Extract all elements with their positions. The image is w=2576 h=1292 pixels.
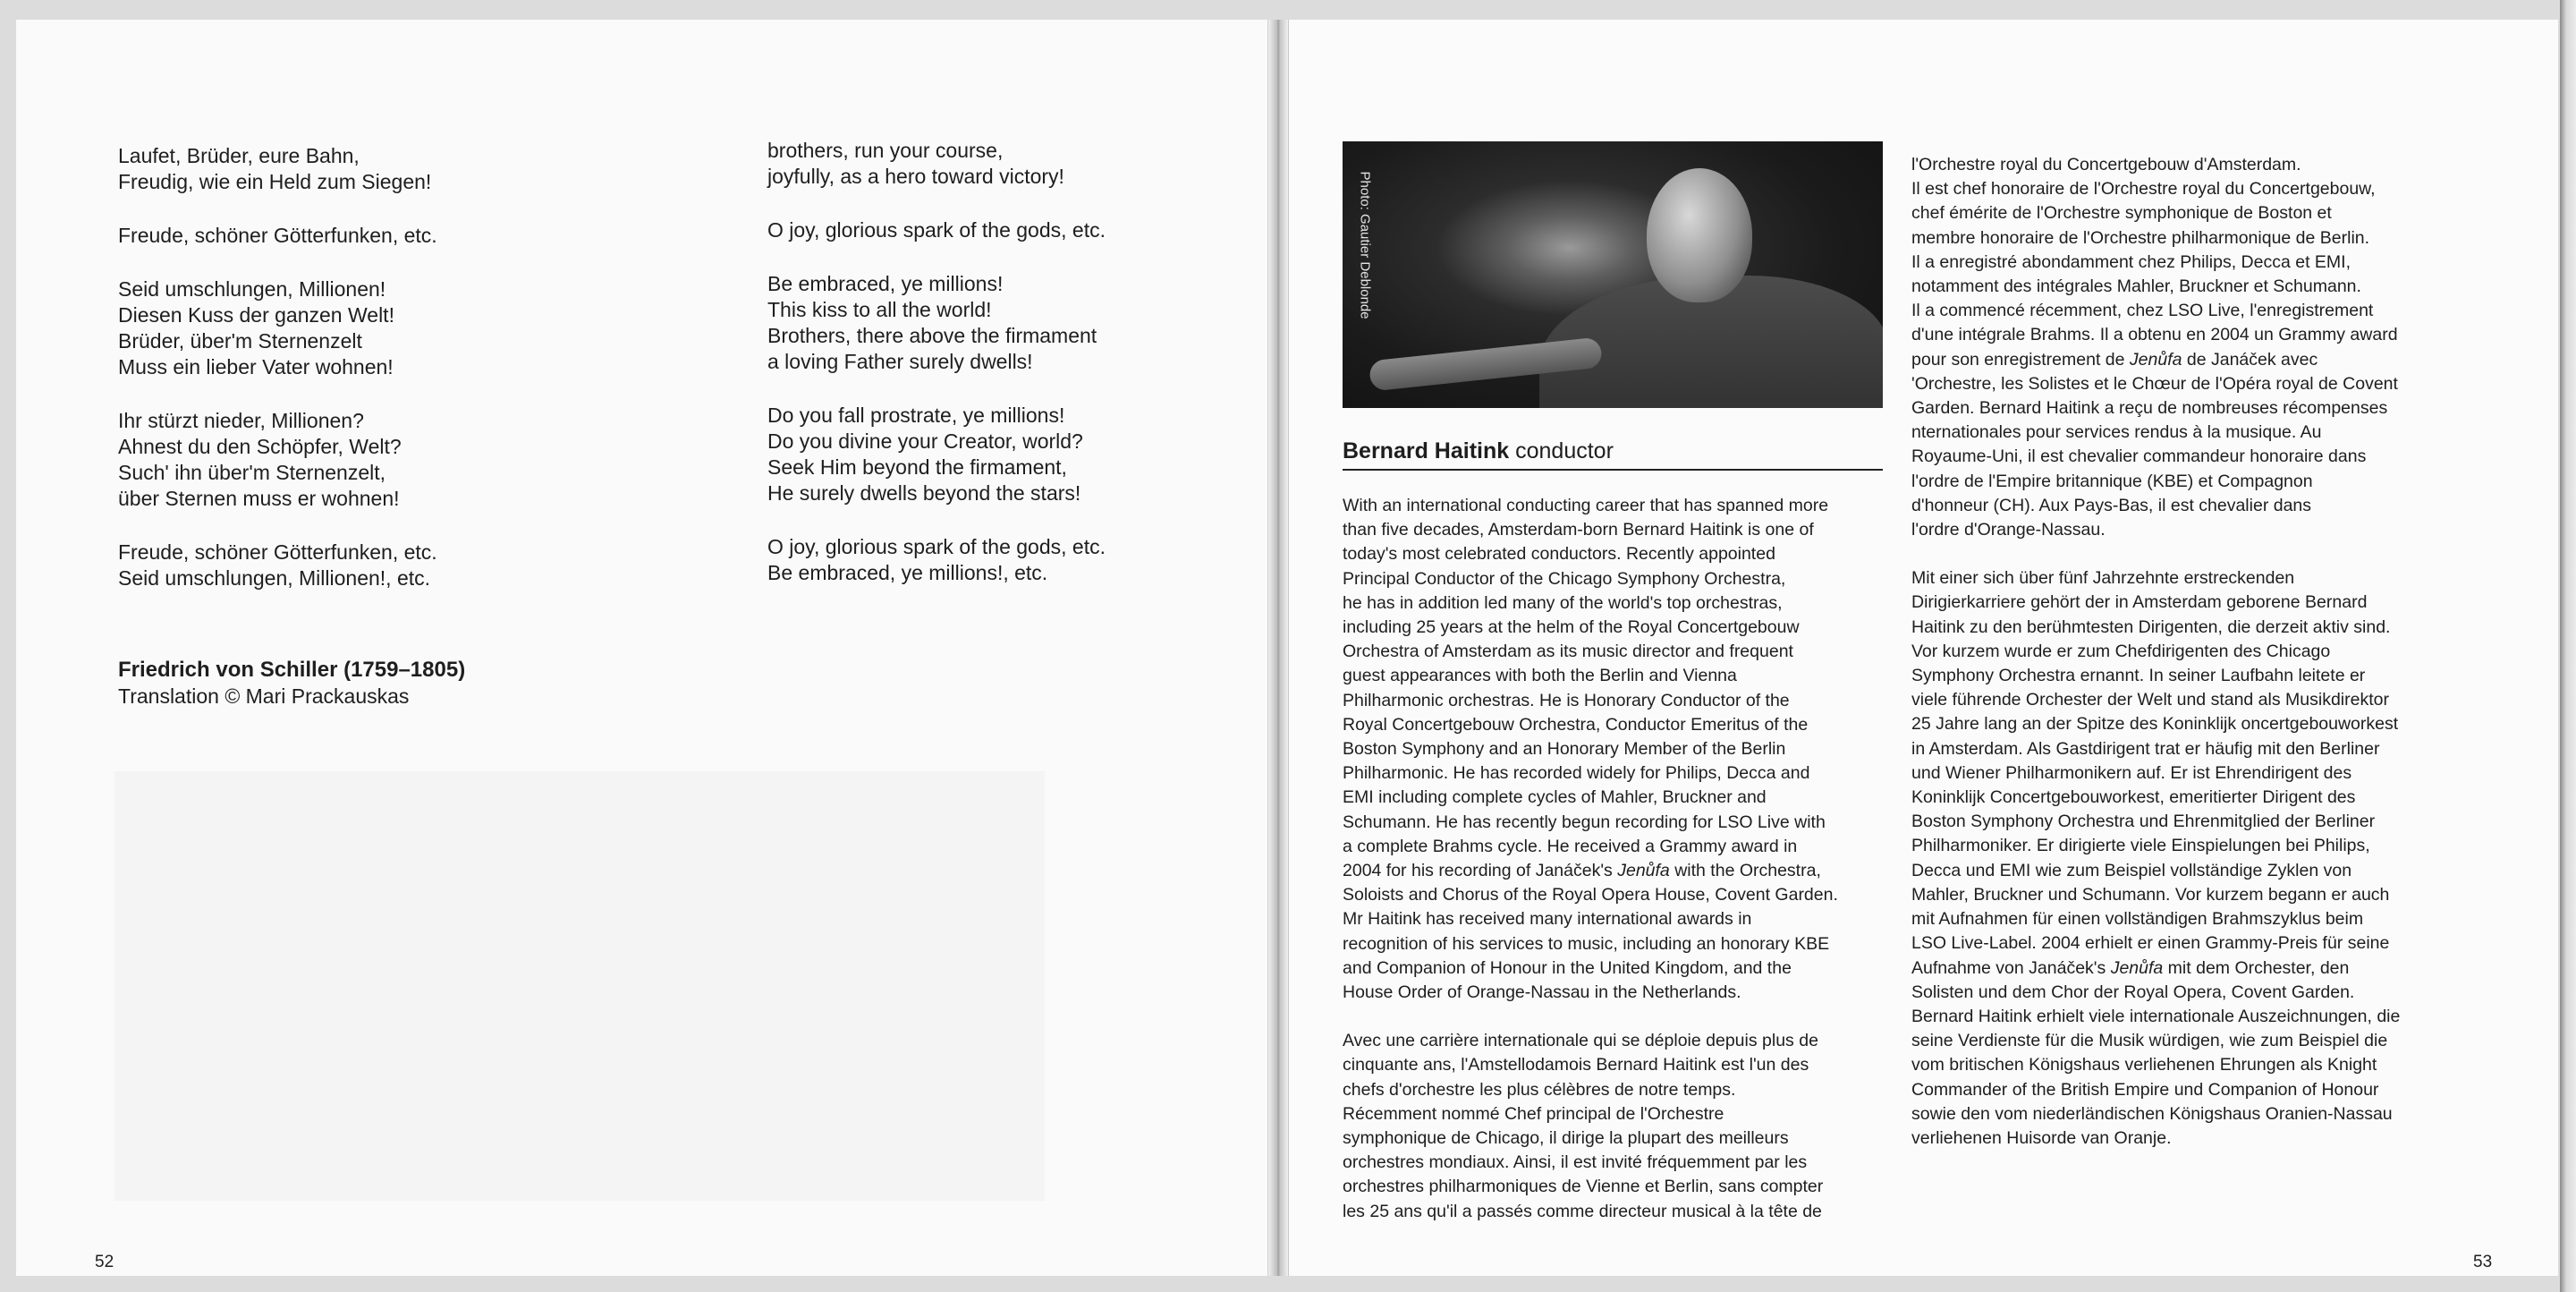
bio-line: mit Aufnahmen für einen vollständigen Brahmszyklus beim: [1911, 909, 2364, 930]
bio-line: chef émérite de l'Orchestre symphonique de Boston et: [1911, 203, 2332, 224]
page-number-left: 52: [95, 1253, 114, 1271]
conductor-role: conductor: [1515, 438, 1614, 463]
book-gutter: [1268, 20, 1288, 1276]
bio-line: 2004 for his recording of Janáček's Jenůfa with the Orchestra,: [1343, 861, 1821, 881]
stanza: [118, 408, 437, 512]
stanza: [767, 403, 1106, 506]
bio-line: House Order of Orange-Nassau in the Netherlands.: [1343, 982, 1741, 1003]
bio-line: vom britischen Königshaus verliehenen Ehrungen als Knight: [1911, 1055, 2377, 1075]
stanza: [767, 534, 1106, 586]
bio-line: 25 Jahre lang an der Spitze des Koninklijk oncertgebouworkest: [1911, 714, 2399, 735]
bio-line: cinquante ans, l'Amstellodamois Bernard Haitink est l'un des: [1343, 1055, 1809, 1075]
bio-line: Soloists and Chorus of the Royal Opera House, Covent Garden.: [1343, 885, 1838, 905]
lyric-line: joyfully, as a hero toward victory!: [767, 165, 1064, 188]
bio-line: chefs d'orchestre les plus célèbres de notre temps.: [1343, 1079, 1736, 1100]
bio-line: Schumann. He has recently begun recording for LSO Live with: [1343, 812, 1826, 832]
bio-line: a complete Brahms cycle. He received a Grammy award in: [1343, 836, 1798, 856]
lyric-line: Seid umschlungen, Millionen!, etc.: [118, 566, 431, 590]
conductor-photo: [1343, 141, 1883, 408]
bio-line: With an international conducting career that has spanned more: [1343, 496, 1829, 515]
bio-line: Bernard Haitink erhielt viele internationale Auszeichnungen, die: [1911, 1006, 2401, 1026]
bio-line: Il est chef honoraire de l'Orchestre royal du Concertgebouw,: [1911, 179, 2376, 200]
stanza: [118, 223, 437, 249]
lyric-line: Laufet, Brüder, eure Bahn,: [118, 144, 360, 167]
bio-line: Royaume-Uni, il est chevalier commandeur honoraire dans: [1911, 446, 2367, 467]
bio-line: seine Verdienste für die Musik würdigen, wie zum Beispiel die: [1911, 1031, 2388, 1051]
bio-column-right: [1911, 153, 2538, 1151]
english-lyrics: [767, 138, 1106, 614]
bio-line: Philharmonic. He has recorded widely for Philips, Decca and: [1343, 763, 1810, 784]
stanza: [767, 138, 1106, 190]
lyric-line: O joy, glorious spark of the gods, etc.: [767, 218, 1106, 242]
page-number-right: 53: [2473, 1253, 2493, 1271]
photo-figure-head: [1647, 168, 1752, 302]
bio-line: LSO Live-Label. 2004 erhielt er einen Grammy-Preis für seine: [1911, 933, 2390, 954]
bio-line: EMI including complete cycles of Mahler, Bruckner and: [1343, 787, 1767, 808]
bio-line: Commander of the British Empire und Companion of Honour: [1911, 1079, 2379, 1100]
bio-line: orchestres mondiaux. Ainsi, il est invité fréquemment par les: [1343, 1152, 1808, 1173]
bio-line: Royal Concertgebouw Orchestra, Conductor Emeritus of the: [1343, 714, 1809, 735]
bio-line: Orchestra of Amsterdam as its music director and frequent: [1343, 642, 1793, 662]
bio-line: Aufnahme von Janáček's Jenůfa mit dem Orchester, den: [1911, 957, 2350, 978]
lyric-line: O joy, glorious spark of the gods, etc.: [767, 535, 1106, 558]
lyric-line: über Sternen muss er wohnen!: [118, 487, 400, 510]
bio-english: [1343, 494, 1915, 1005]
bio-line: viele führende Orchester der Welt und stand als Musikdirektor: [1911, 690, 2389, 710]
bio-line: Mahler, Bruckner und Schumann. Vor kurzem begann er auch: [1911, 884, 2390, 905]
bio-line: Boston Symphony and an Honorary Member of the Berlin: [1343, 739, 1786, 760]
stanza: [118, 143, 437, 195]
bio-line: sowie den vom niederländischen Königshaus Oranien-Nassau: [1911, 1103, 2393, 1124]
attribution: [118, 656, 465, 710]
bio-line: verliehenen Huisorde van Oranje.: [1911, 1127, 2172, 1148]
bio-line: today's most celebrated conductors. Recently appointed: [1343, 544, 1775, 565]
bio-line: Il a enregistré abondamment chez Philips, Decca et EMI,: [1911, 251, 2351, 272]
bio-line: Koninklijk Concertgebouworkest, emeritierter Dirigent des: [1911, 787, 2356, 808]
bio-line: Garden. Bernard Haitink a reçu de nombreuses récompenses: [1911, 398, 2388, 419]
lyric-line: Seek Him beyond the firmament,: [767, 455, 1067, 479]
bio-line: d'honneur (CH). Aux Pays-Bas, il est chevalier dans: [1911, 495, 2312, 515]
lyric-line: Ahnest du den Schöpfer, Welt?: [118, 435, 402, 458]
conductor-name: Bernard Haitink: [1343, 438, 1510, 463]
lyric-line: Be embraced, ye millions!: [767, 272, 1004, 295]
bio-line: symphonique de Chicago, il dirige la plupart des meilleurs: [1343, 1128, 1789, 1149]
right-page: [1288, 20, 2558, 1276]
lyric-line: Freudig, wie ein Held zum Siegen!: [118, 170, 432, 193]
bio-line: Haitink zu den berühmtesten Dirigenten, die derzeit aktiv sind.: [1911, 616, 2391, 637]
lyric-line: Diesen Kuss der ganzen Welt!: [118, 303, 394, 327]
stanza: [118, 540, 437, 591]
lyric-line: Do you divine your Creator, world?: [767, 429, 1083, 453]
bio-line: l'ordre d'Orange-Nassau.: [1911, 520, 2106, 540]
bio-line: d'une intégrale Brahms. Il a obtenu en 2004 un Grammy award: [1911, 325, 2398, 345]
bio-line: 'Orchestre, les Solistes et le Chœur de l'Opéra royal de Covent: [1911, 373, 2398, 394]
author-name: Friedrich von Schiller (1759–1805): [118, 658, 466, 682]
bio-line: Récemment nommé Chef principal de l'Orchestre: [1343, 1103, 1724, 1124]
bio-line: Symphony Orchestra ernannt. In seiner Laufbahn leitete er: [1911, 666, 2366, 686]
lyric-line: Seid umschlungen, Millionen!: [118, 277, 386, 301]
bio-line: les 25 ans qu'il a passés comme directeur musical à la tête de: [1343, 1201, 1822, 1221]
bio-line: Philharmonic orchestras. He is Honorary Conductor of the: [1343, 690, 1790, 710]
lyric-line: Such' ihn über'm Sternenzelt,: [118, 461, 386, 484]
bio-line: including 25 years at the helm of the Royal Concertgebouw: [1343, 617, 1800, 638]
lyric-line: He surely dwells beyond the stars!: [767, 481, 1081, 505]
bio-line: l'Orchestre royal du Concertgebouw d'Amsterdam.: [1911, 155, 2301, 174]
bio-line: Decca und EMI wie zum Beispiel vollständige Zyklen von: [1911, 860, 2352, 880]
bio-line: Boston Symphony Orchestra und Ehrenmitglied der Berliner: [1911, 812, 2376, 832]
bio-line: guest appearances with both the Berlin and Vienna: [1343, 666, 1737, 686]
bio-line: pour son enregistrement de Jenůfa de Janáček avec: [1911, 349, 2318, 370]
lyric-line: Do you fall prostrate, ye millions!: [767, 404, 1065, 427]
bio-line: nternationales pour services rendus à la musique. Au: [1911, 422, 2322, 443]
stanza: [767, 217, 1106, 243]
bio-line: notamment des intégrales Mahler, Bruckner et Schumann.: [1911, 276, 2361, 297]
page-edge: [2560, 0, 2576, 1292]
bio-heading: [1343, 437, 1883, 471]
bio-line: membre honoraire de l'Orchestre philharmonique de Berlin.: [1911, 227, 2370, 248]
bio-line: und Wiener Philharmonikern auf. Er ist Ehrendirigent des: [1911, 762, 2352, 783]
photo-credit: Photo: Gautier Deblonde: [1357, 171, 1373, 319]
bio-line: Vor kurzem wurde er zum Chefdirigenten des Chicago: [1911, 641, 2331, 661]
bio-line: in Amsterdam. Als Gastdirigent trat er häufig mit den Berliner: [1911, 738, 2380, 759]
lyric-line: This kiss to all the world!: [767, 298, 992, 321]
lyric-line: Muss ein lieber Vater wohnen!: [118, 355, 394, 378]
bio-line: and Companion of Honour in the United Kingdom, and the: [1343, 957, 1792, 978]
lyric-line: Brüder, über'm Sternenzelt: [118, 329, 362, 353]
bio-line: than five decades, Amsterdam-born Bernard Haitink is one of: [1343, 520, 1814, 540]
bio-column-left: [1343, 494, 1915, 1224]
bio-line: he has in addition led many of the world's top orchestras,: [1343, 592, 1783, 613]
bio-line: Mit einer sich über fünf Jahrzehnte erstreckenden: [1911, 568, 2295, 589]
bio-line: Il a commencé récemment, chez LSO Live, l'enregistrement: [1911, 301, 2374, 321]
bio-line: Mr Haitink has received many international awards in: [1343, 909, 1752, 930]
bio-line: orchestres philharmoniques de Vienne et Berlin, sans compter: [1343, 1177, 1824, 1197]
show-through-image: [114, 771, 1045, 1201]
lyric-line: Freude, schöner Götterfunken, etc.: [118, 224, 437, 247]
bio-french-part2: [1911, 153, 2538, 542]
lyric-line: Be embraced, ye millions!, etc.: [767, 561, 1048, 584]
lyric-line: brothers, run your course,: [767, 139, 1004, 162]
bio-line: Solisten und dem Chor der Royal Opera, Covent Garden.: [1911, 982, 2355, 1002]
lyric-line: a loving Father surely dwells!: [767, 350, 1033, 373]
bio-line: Principal Conductor of the Chicago Symphony Orchestra,: [1343, 568, 1786, 589]
bio-line: Philharmoniker. Er dirigierte viele Einspielungen bei Philips,: [1911, 836, 2370, 856]
bio-line: recognition of his services to music, including an honorary KBE: [1343, 933, 1830, 954]
german-lyrics: [118, 143, 437, 619]
bio-german: [1911, 566, 2538, 1151]
stanza: [118, 276, 437, 380]
bio-line: Dirigierkarriere gehört der in Amsterdam geborene Bernard: [1911, 592, 2368, 613]
translation-credit: Translation © Mari Prackauskas: [118, 684, 410, 708]
left-page: [16, 20, 1268, 1276]
bio-line: l'ordre de l'Empire britannique (KBE) et Compagnon: [1911, 471, 2313, 491]
lyric-line: Brothers, there above the firmament: [767, 324, 1097, 347]
stanza: [767, 271, 1106, 375]
bio-line: Avec une carrière internationale qui se déploie depuis plus de: [1343, 1031, 1818, 1051]
lyric-line: Freude, schöner Götterfunken, etc.: [118, 540, 437, 564]
bio-french-part1: [1343, 1029, 1915, 1224]
lyric-line: Ihr stürzt nieder, Millionen?: [118, 409, 364, 432]
